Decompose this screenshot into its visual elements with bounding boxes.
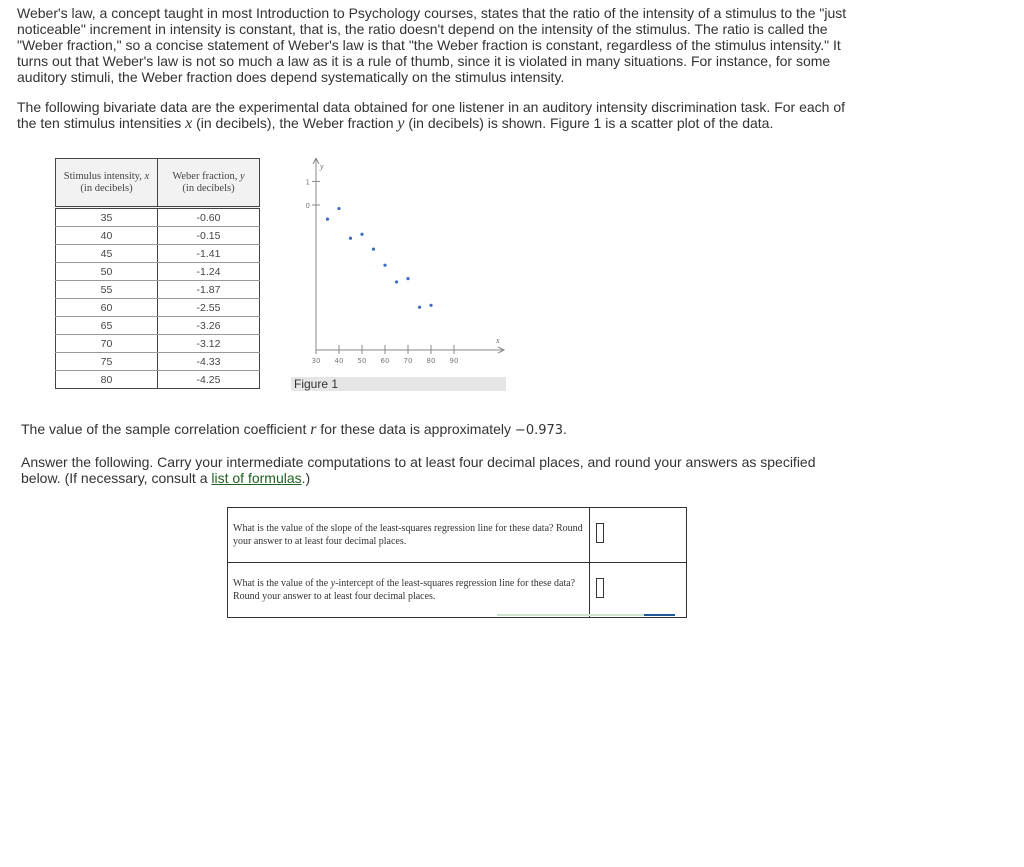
cell-y: -4.33 <box>158 353 260 371</box>
table-row <box>56 227 260 245</box>
y-axis-label: y <box>320 162 324 171</box>
col1-header-var: x <box>144 170 150 182</box>
correlation-text-a: The value of the sample correlation coefficient <box>21 421 311 437</box>
table-row <box>56 353 260 371</box>
instructions-text-a: Answer the following. Carry your intermediate computations to at least four decimal places, and round your answers as specified below. (If necessary, consult a <box>21 454 816 486</box>
cell-y: -1.24 <box>158 263 260 281</box>
scatter-plot <box>290 158 520 376</box>
cell-x: 55 <box>56 281 158 299</box>
data-point <box>418 306 421 309</box>
data-point <box>349 237 352 240</box>
cell-x: 75 <box>56 353 158 371</box>
data-table <box>55 158 260 389</box>
correlation-end: . <box>563 421 567 437</box>
var-x: x <box>185 115 193 132</box>
decorative-underline <box>497 614 644 616</box>
cell-y: -2.55 <box>158 299 260 317</box>
cell-y: -0.15 <box>158 227 260 245</box>
col-header-intensity <box>56 159 158 208</box>
cell-y: -0.60 <box>158 208 260 227</box>
y-tick-label: 1 <box>305 178 310 187</box>
cell-x: 80 <box>56 371 158 389</box>
col1-header-text: Stimulus intensity, <box>63 170 145 182</box>
data-point <box>326 218 329 221</box>
correlation-statement <box>21 421 567 439</box>
answer-cell-slope <box>590 508 687 563</box>
cell-x: 50 <box>56 263 158 281</box>
x-axis-label: x <box>496 336 500 345</box>
table-row <box>56 208 260 227</box>
question-intercept <box>228 563 590 618</box>
question-slope: What is the value of the slope of the least-squares regression line for these data? Round your answer to at least four decimal places. <box>228 508 590 563</box>
slope-answer-input[interactable] <box>596 523 604 543</box>
data-point <box>395 280 398 283</box>
cell-y: -1.41 <box>158 245 260 263</box>
question-intercept-text-a: What is the value of the <box>233 578 331 589</box>
table-row <box>56 371 260 389</box>
table-row <box>56 299 260 317</box>
cell-x: 60 <box>56 299 158 317</box>
x-tick-label: 40 <box>334 357 344 365</box>
cell-y: -4.25 <box>158 371 260 389</box>
question-intercept-var: y <box>330 578 336 589</box>
intro-p2-text-a: The following bivariate data are the experimental data obtained for one listener in an auditory intensity discrimination task. For each of the ten stimulus intensities <box>17 99 846 131</box>
question-row-intercept <box>228 563 687 618</box>
x-tick-label: 90 <box>449 357 459 365</box>
instructions-paragraph <box>21 454 851 486</box>
cell-x: 65 <box>56 317 158 335</box>
list-of-formulas-link[interactable]: list of formulas <box>211 470 302 486</box>
instructions-text-b: .) <box>301 470 311 486</box>
table-row <box>56 245 260 263</box>
y-tick-label: 0 <box>305 202 310 210</box>
answer-cell-intercept <box>590 563 687 618</box>
data-point <box>383 264 386 267</box>
cell-y: -3.26 <box>158 317 260 335</box>
decorative-underline-accent <box>644 614 675 616</box>
col-header-weber <box>158 159 260 208</box>
x-tick-label: 80 <box>426 357 436 365</box>
col2-header-var: y <box>240 170 245 182</box>
data-point <box>337 207 340 210</box>
table-row <box>56 263 260 281</box>
col2-header-text: Weber fraction, <box>172 170 240 182</box>
intro-p2-text-c: (in decibels) is shown. Figure 1 is a scatter plot of the data. <box>404 115 774 131</box>
figure-caption: Figure 1 <box>291 377 506 391</box>
var-y: y <box>397 115 405 132</box>
data-point <box>429 304 432 307</box>
table-row <box>56 317 260 335</box>
intro-paragraph-1: Weber's law, a concept taught in most Introduction to Psychology courses, states that the ratio of the intensity of a stimulus to the "just noticeable" increment in intensity is constant, that is, the ratio doesn't depend on the intensity of the stimulus. The ratio is called the "Weber fraction," so a concise statement of Weber's law is that "the Weber fraction is constant, regardless of the stimulus intensity." It turns out that Weber's law is not so much a law as it is a rule of thumb, since it is violated in many situations. For instance, for some auditory stimuli, the Weber fraction does depend systematically on the stimulus intensity. <box>17 5 847 85</box>
intro-paragraph-2 <box>17 99 862 132</box>
correlation-value: −0.973 <box>514 423 564 438</box>
data-point <box>372 248 375 251</box>
intercept-answer-input[interactable] <box>596 578 604 598</box>
x-tick-label: 70 <box>403 357 413 365</box>
x-tick-label: 50 <box>357 357 367 365</box>
col2-header-unit: (in decibels) <box>182 182 235 194</box>
data-point <box>360 233 363 236</box>
question-intercept-text-b: -intercept of the least-squares regression line for these data? Round your answer to at least four decimal places. <box>233 578 576 602</box>
var-r: r <box>310 421 317 438</box>
x-tick-label: 30 <box>311 357 321 365</box>
data-point <box>406 277 409 280</box>
cell-x: 35 <box>56 208 158 227</box>
table-row <box>56 335 260 353</box>
question-table <box>227 507 687 618</box>
question-row-slope <box>228 508 687 563</box>
cell-x: 40 <box>56 227 158 245</box>
x-tick-label: 60 <box>380 357 390 365</box>
cell-y: -1.87 <box>158 281 260 299</box>
intro-p2-text-b: (in decibels), the Weber fraction <box>192 115 398 131</box>
correlation-text-b: for these data is approximately <box>316 421 515 437</box>
cell-x: 45 <box>56 245 158 263</box>
col1-header-unit: (in decibels) <box>80 182 133 194</box>
cell-y: -3.12 <box>158 335 260 353</box>
cell-x: 70 <box>56 335 158 353</box>
table-row <box>56 281 260 299</box>
